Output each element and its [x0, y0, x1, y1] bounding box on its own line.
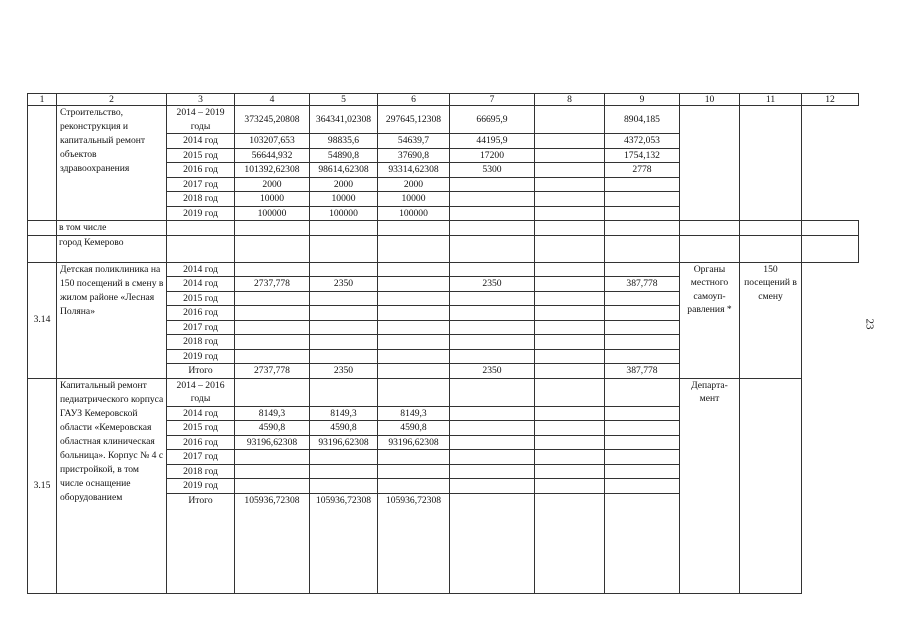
amount-cell — [450, 450, 535, 465]
amount-cell — [605, 349, 680, 364]
amount-cell — [605, 262, 680, 277]
amount-cell: 17200 — [450, 148, 535, 163]
amount-cell: 101392,62308 — [235, 163, 310, 178]
column-number: 12 — [802, 94, 859, 106]
amount-cell — [310, 291, 378, 306]
amount-cell: 103207,653 — [235, 134, 310, 149]
amount-cell — [535, 378, 605, 406]
period-cell: 2014 год — [167, 262, 235, 277]
amount-cell — [535, 192, 605, 207]
empty-cell — [378, 235, 450, 262]
empty-cell — [310, 235, 378, 262]
amount-cell — [450, 320, 535, 335]
amount-cell — [605, 406, 680, 421]
amount-cell: 10000 — [378, 192, 450, 207]
amount-cell: 387,778 — [605, 364, 680, 379]
amount-cell: 54639,7 — [378, 134, 450, 149]
amount-cell — [310, 479, 378, 494]
amount-cell: 8149,3 — [235, 406, 310, 421]
item-number-cell: 3.14 — [28, 262, 57, 378]
empty-cell — [167, 221, 235, 236]
column-number: 3 — [167, 94, 235, 106]
amount-cell — [235, 349, 310, 364]
empty-cell — [802, 235, 859, 262]
period-cell: 2018 год — [167, 335, 235, 350]
amount-cell — [378, 320, 450, 335]
amount-cell: 364341,02308 — [310, 106, 378, 134]
executor-cell: Органы местного самоуп-равления * — [680, 262, 740, 378]
item-number-cell — [28, 221, 57, 236]
amount-cell — [235, 464, 310, 479]
amount-cell — [450, 335, 535, 350]
table-row — [28, 262, 859, 277]
amount-cell — [378, 464, 450, 479]
amount-cell — [450, 177, 535, 192]
period-cell: 2018 год — [167, 192, 235, 207]
table-row — [28, 106, 859, 134]
amount-cell — [535, 406, 605, 421]
period-cell: 2019 год — [167, 206, 235, 221]
amount-cell — [235, 306, 310, 321]
period-cell: 2015 год — [167, 291, 235, 306]
amount-cell — [450, 306, 535, 321]
amount-cell — [378, 378, 450, 406]
table-row — [28, 235, 859, 262]
amount-cell — [605, 479, 680, 494]
amount-cell: 98835,6 — [310, 134, 378, 149]
amount-cell — [450, 406, 535, 421]
amount-cell — [235, 378, 310, 406]
amount-cell: 100000 — [378, 206, 450, 221]
amount-cell — [535, 262, 605, 277]
amount-cell — [535, 277, 605, 292]
amount-cell: 1754,132 — [605, 148, 680, 163]
amount-cell: 93196,62308 — [378, 435, 450, 450]
amount-cell — [378, 349, 450, 364]
amount-cell — [310, 464, 378, 479]
table-row — [28, 378, 859, 406]
amount-cell — [378, 277, 450, 292]
amount-cell — [378, 450, 450, 465]
period-cell: Итого — [167, 493, 235, 593]
amount-cell — [450, 349, 535, 364]
table-row — [28, 221, 859, 236]
amount-cell — [450, 464, 535, 479]
period-cell: 2016 год — [167, 435, 235, 450]
amount-cell — [450, 206, 535, 221]
page-number: 23 — [863, 318, 876, 330]
amount-cell: 37690,8 — [378, 148, 450, 163]
period-cell: 2019 год — [167, 479, 235, 494]
amount-cell — [310, 262, 378, 277]
table-body — [28, 94, 859, 594]
empty-cell — [680, 221, 740, 236]
amount-cell — [310, 378, 378, 406]
amount-cell — [535, 364, 605, 379]
period-cell: 2015 год — [167, 148, 235, 163]
column-number: 1 — [28, 94, 57, 106]
amount-cell — [310, 320, 378, 335]
amount-cell: 44195,9 — [450, 134, 535, 149]
amount-cell — [535, 450, 605, 465]
amount-cell — [535, 206, 605, 221]
amount-cell — [535, 134, 605, 149]
amount-cell — [535, 306, 605, 321]
header-row — [28, 94, 859, 106]
amount-cell — [535, 479, 605, 494]
amount-cell: 2350 — [450, 364, 535, 379]
amount-cell — [310, 335, 378, 350]
amount-cell — [535, 349, 605, 364]
empty-cell — [740, 221, 802, 236]
item-number-cell — [28, 235, 57, 262]
amount-cell — [605, 320, 680, 335]
amount-cell — [605, 335, 680, 350]
empty-cell — [535, 221, 605, 236]
city-heading-cell: город Кемерово — [57, 235, 167, 262]
amount-cell — [378, 262, 450, 277]
column-number: 4 — [235, 94, 310, 106]
amount-cell: 100000 — [310, 206, 378, 221]
empty-cell — [605, 221, 680, 236]
period-cell: 2018 год — [167, 464, 235, 479]
empty-cell — [378, 221, 450, 236]
amount-cell — [310, 306, 378, 321]
amount-cell — [235, 262, 310, 277]
amount-cell — [605, 177, 680, 192]
item-number-cell — [28, 106, 57, 221]
column-number: 8 — [535, 94, 605, 106]
amount-cell — [535, 291, 605, 306]
period-cell: 2017 год — [167, 320, 235, 335]
amount-cell — [535, 335, 605, 350]
empty-cell — [450, 235, 535, 262]
amount-cell: 98614,62308 — [310, 163, 378, 178]
amount-cell — [605, 306, 680, 321]
amount-cell — [535, 177, 605, 192]
amount-cell: 56644,932 — [235, 148, 310, 163]
amount-cell — [450, 262, 535, 277]
column-number: 7 — [450, 94, 535, 106]
amount-cell — [235, 335, 310, 350]
item-number-cell: 3.15 — [28, 378, 57, 593]
amount-cell — [605, 464, 680, 479]
amount-cell: 5300 — [450, 163, 535, 178]
result-cell: 150 посещений в смену — [740, 262, 802, 378]
amount-cell: 2350 — [310, 277, 378, 292]
result-cell — [740, 378, 802, 593]
amount-cell: 2000 — [310, 177, 378, 192]
amount-cell: 66695,9 — [450, 106, 535, 134]
amount-cell: 93314,62308 — [378, 163, 450, 178]
amount-cell: 4590,8 — [378, 421, 450, 436]
amount-cell: 2350 — [450, 277, 535, 292]
amount-cell — [605, 378, 680, 406]
period-cell: 2016 год — [167, 306, 235, 321]
empty-cell — [310, 221, 378, 236]
amount-cell — [605, 493, 680, 593]
amount-cell: 2778 — [605, 163, 680, 178]
amount-cell — [450, 192, 535, 207]
column-number: 5 — [310, 94, 378, 106]
amount-cell: 373245,20808 — [235, 106, 310, 134]
period-cell: 2014 год — [167, 277, 235, 292]
amount-cell — [378, 364, 450, 379]
amount-cell: 8149,3 — [310, 406, 378, 421]
column-number: 9 — [605, 94, 680, 106]
column-number: 6 — [378, 94, 450, 106]
empty-cell — [740, 235, 802, 262]
amount-cell: 4590,8 — [310, 421, 378, 436]
amount-cell — [535, 435, 605, 450]
amount-cell — [535, 464, 605, 479]
empty-cell — [235, 235, 310, 262]
column-number: 2 — [57, 94, 167, 106]
period-cell: 2014 – 2016 годы — [167, 378, 235, 406]
empty-cell — [605, 235, 680, 262]
column-number: 11 — [740, 94, 802, 106]
empty-cell — [802, 221, 859, 236]
amount-cell — [605, 435, 680, 450]
amount-cell: 10000 — [235, 192, 310, 207]
amount-cell — [378, 335, 450, 350]
amount-cell: 93196,62308 — [235, 435, 310, 450]
amount-cell: 54890,8 — [310, 148, 378, 163]
item-name-cell: Детская поликлиника на 150 посещений в смену в жилом районе «Лесная Поляна» — [57, 262, 167, 378]
amount-cell — [535, 163, 605, 178]
amount-cell: 2350 — [310, 364, 378, 379]
amount-cell: 297645,12308 — [378, 106, 450, 134]
period-cell: 2016 год — [167, 163, 235, 178]
amount-cell — [605, 450, 680, 465]
amount-cell: 93196,62308 — [310, 435, 378, 450]
amount-cell — [535, 421, 605, 436]
amount-cell — [535, 148, 605, 163]
period-cell: 2017 год — [167, 177, 235, 192]
item-name-cell: Капитальный ремонт педиатрического корпуса ГАУЗ Кемеровской области «Кемеровская областная клиническая больница». Корпус № 4 с пристройкой, в том числе оснащение оборудованием — [57, 378, 167, 593]
amount-cell: 105936,72308 — [235, 493, 310, 593]
result-cell — [740, 106, 802, 221]
item-name-cell: Строительство, реконструкция и капитальный ремонт объектов здравоохранения — [57, 106, 167, 221]
amount-cell — [235, 320, 310, 335]
period-cell: Итого — [167, 364, 235, 379]
amount-cell — [450, 291, 535, 306]
amount-cell — [310, 349, 378, 364]
amount-cell: 2737,778 — [235, 364, 310, 379]
amount-cell: 387,778 — [605, 277, 680, 292]
amount-cell: 105936,72308 — [378, 493, 450, 593]
amount-cell: 2000 — [235, 177, 310, 192]
executor-cell — [680, 106, 740, 221]
amount-cell — [605, 192, 680, 207]
amount-cell — [605, 206, 680, 221]
amount-cell: 4372,053 — [605, 134, 680, 149]
amount-cell — [450, 435, 535, 450]
period-cell: 2019 год — [167, 349, 235, 364]
period-cell: 2014 – 2019 годы — [167, 106, 235, 134]
amount-cell — [535, 493, 605, 593]
amount-cell: 4590,8 — [235, 421, 310, 436]
amount-cell — [235, 450, 310, 465]
amount-cell: 10000 — [310, 192, 378, 207]
empty-cell — [680, 235, 740, 262]
amount-cell — [378, 306, 450, 321]
empty-cell — [167, 235, 235, 262]
period-cell: 2014 год — [167, 134, 235, 149]
amount-cell: 2000 — [378, 177, 450, 192]
amount-cell — [450, 421, 535, 436]
column-number: 10 — [680, 94, 740, 106]
period-cell: 2017 год — [167, 450, 235, 465]
amount-cell — [450, 479, 535, 494]
amount-cell — [450, 378, 535, 406]
empty-cell — [235, 221, 310, 236]
amount-cell — [235, 479, 310, 494]
period-cell: 2014 год — [167, 406, 235, 421]
amount-cell: 105936,72308 — [310, 493, 378, 593]
amount-cell — [378, 291, 450, 306]
program-table — [27, 93, 859, 594]
amount-cell: 8149,3 — [378, 406, 450, 421]
executor-cell: Департа-мент — [680, 378, 740, 593]
amount-cell: 100000 — [235, 206, 310, 221]
amount-cell — [310, 450, 378, 465]
amount-cell — [378, 479, 450, 494]
amount-cell — [535, 106, 605, 134]
period-cell: 2015 год — [167, 421, 235, 436]
amount-cell — [450, 493, 535, 593]
empty-cell — [535, 235, 605, 262]
amount-cell — [535, 320, 605, 335]
amount-cell — [235, 291, 310, 306]
amount-cell — [605, 421, 680, 436]
amount-cell — [605, 291, 680, 306]
subheading-cell: в том числе — [57, 221, 167, 236]
amount-cell: 2737,778 — [235, 277, 310, 292]
amount-cell: 8904,185 — [605, 106, 680, 134]
empty-cell — [450, 221, 535, 236]
